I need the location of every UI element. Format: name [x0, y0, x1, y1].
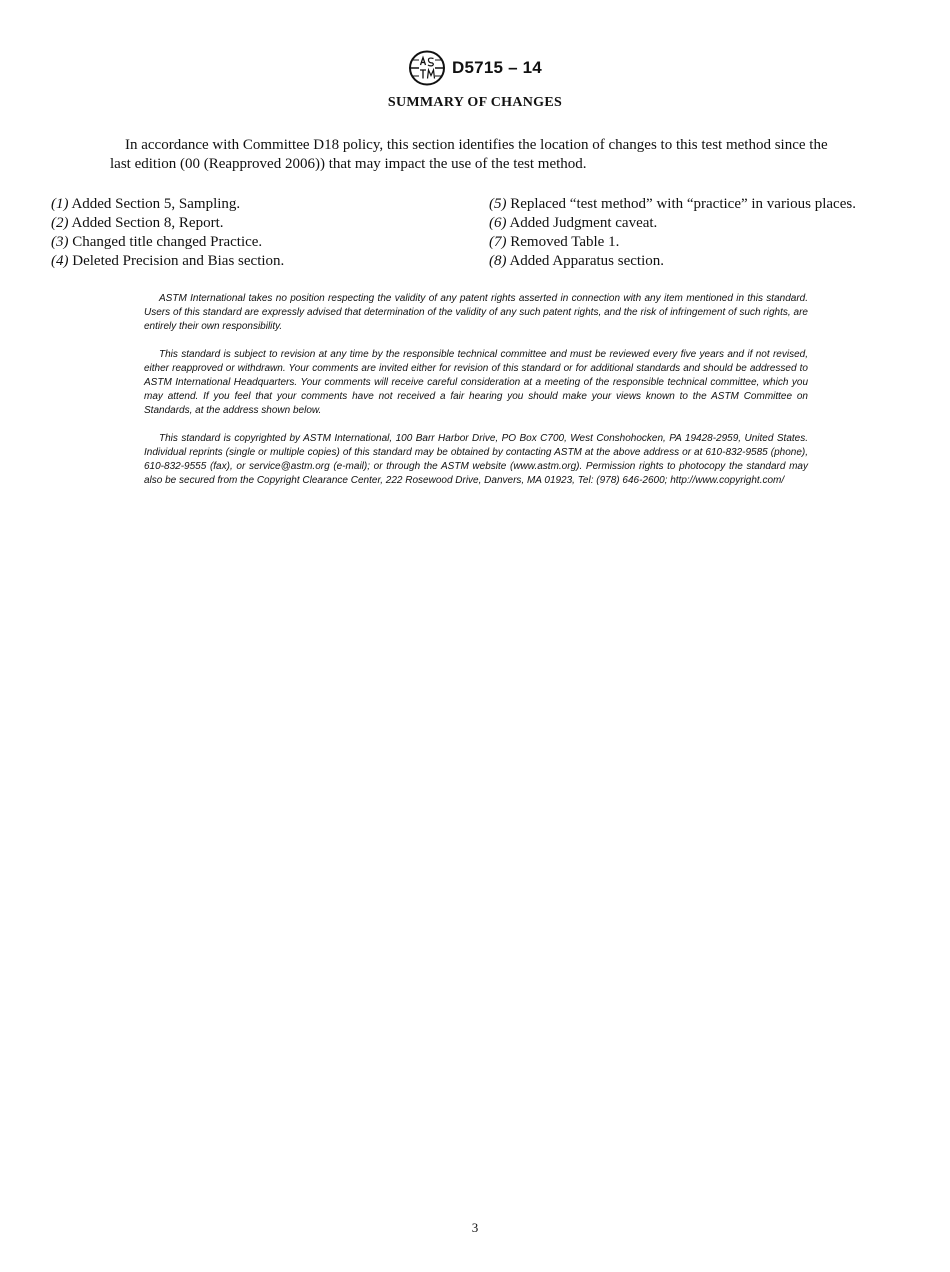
- astm-logo-icon: [408, 50, 446, 86]
- change-item: [51, 233, 471, 252]
- summary-title: SUMMARY OF CHANGES: [387, 95, 563, 110]
- change-text: Added Judgment caveat.: [509, 215, 658, 231]
- change-number: (7): [489, 234, 507, 250]
- change-item: [489, 252, 929, 271]
- change-item: [489, 195, 929, 214]
- change-item: [51, 252, 471, 271]
- revision-notice: This standard is subject to revision at any time by the responsible technical committee and must be reviewed every five years and if not revised, either reapproved or withdrawn. Your comments are invited either for revision of this standard or for additional standards and should be addressed to ASTM International Headquarters. Your comments will receive careful consideration at a meeting of the responsible technical committee, which you may attend. If you feel that your comments have not received a fair hearing you should make your views known to the ASTM Committee on Standards, at the address shown below.: [144, 349, 808, 416]
- copyright-notice: This standard is copyrighted by ASTM International, 100 Barr Harbor Drive, PO Box C700, West Conshohocken, PA 19428-2959, United States. Individual reprints (single or multiple copies) of this standard may be obtained by contacting ASTM at the above address or at 610-832-9585 (phone), 610-832-9555 (fax), or service@astm.org (e-mail); or through the ASTM website (www.astm.org). Permission rights to photocopy the standard may also be secured from the Copyright Clearance Center, 222 Rosewood Drive, Danvers, MA 01923, Tel: (978) 646-2600; http://www.copyright.com/: [144, 433, 808, 486]
- change-text: Removed Table 1.: [510, 234, 620, 250]
- change-text: Deleted Precision and Bias section.: [72, 253, 285, 269]
- change-item: [489, 233, 929, 252]
- change-number: (6): [489, 215, 507, 231]
- change-number: (8): [489, 253, 507, 269]
- change-text: Replaced “test method” with “practice” in various places.: [510, 196, 856, 212]
- change-item: [51, 195, 471, 214]
- change-number: (2): [51, 215, 69, 231]
- legal-notices: [144, 292, 808, 502]
- document-designation: D5715 – 14: [452, 58, 542, 77]
- change-number: (3): [51, 234, 69, 250]
- change-text: Added Section 8, Report.: [71, 215, 224, 231]
- change-number: (5): [489, 196, 507, 212]
- change-item: [489, 214, 929, 233]
- patent-notice: ASTM International takes no position respecting the validity of any patent rights asserted in connection with any item mentioned in this standard. Users of this standard are expressly advised that determination of the validity of any such patent rights, and the risk of infringement of such rights, are entirely their own responsibility.: [144, 293, 808, 332]
- document-header: [0, 50, 950, 86]
- change-number: (4): [51, 253, 69, 269]
- change-text: Added Apparatus section.: [509, 253, 664, 269]
- changes-column-left: [51, 195, 471, 271]
- page-number: 3: [471, 1220, 479, 1235]
- change-item: [51, 214, 471, 233]
- change-number: (1): [51, 196, 69, 212]
- change-text: Added Section 5, Sampling.: [71, 196, 241, 212]
- summary-intro: In accordance with Committee D18 policy, this section identifies the location of changes to this test method since the last edition (00 (Reapproved 2006)) that may impact the use of the test method.: [110, 137, 828, 172]
- change-text: Changed title changed Practice.: [72, 234, 263, 250]
- changes-column-right: [489, 195, 929, 271]
